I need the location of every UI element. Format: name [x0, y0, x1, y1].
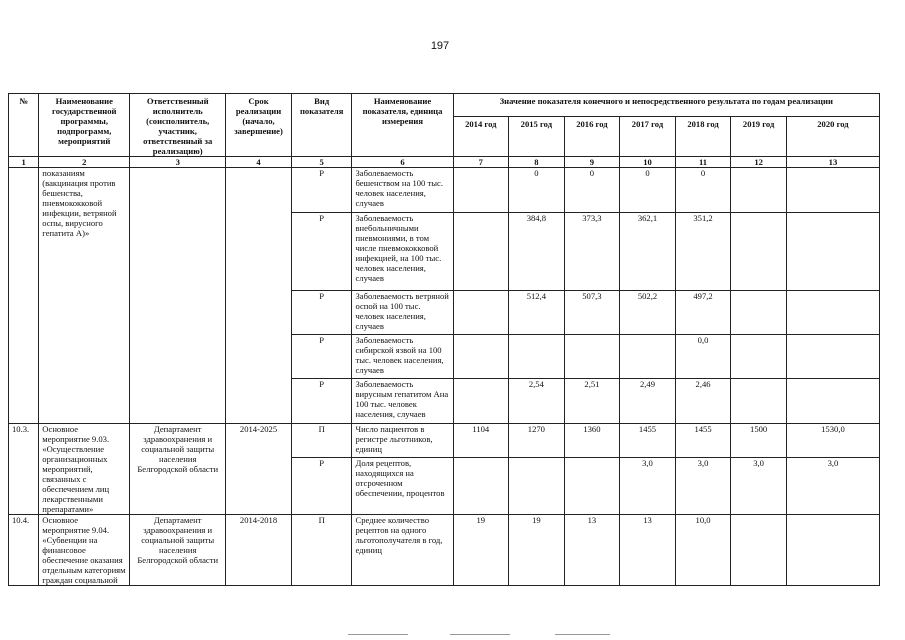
- header-num: №: [9, 94, 39, 157]
- cell-kind: Р: [291, 213, 352, 291]
- cell-value: [453, 458, 509, 515]
- cell-value: [786, 213, 879, 291]
- cell-kind: П: [291, 424, 352, 458]
- cell-value: [620, 335, 676, 379]
- cell-value: 13: [564, 515, 620, 586]
- column-number: 13: [786, 157, 879, 168]
- cell-executor: Департамент здравоохранения и социальной защиты населения Белгородской области: [130, 424, 226, 515]
- cell-value: 1270: [509, 424, 565, 458]
- cell-value: 507,3: [564, 291, 620, 335]
- cell-indicator: Среднее количество рецептов на одного льготополучателя в год, единиц: [352, 515, 453, 586]
- column-number: 9: [564, 157, 620, 168]
- cell-value: [731, 515, 787, 586]
- column-number: 2: [39, 157, 130, 168]
- column-number: 6: [352, 157, 453, 168]
- header-term: Срок реализации (начало, завершение): [226, 94, 292, 157]
- column-number: 12: [731, 157, 787, 168]
- cell-value: [731, 213, 787, 291]
- cell-kind: Р: [291, 291, 352, 335]
- column-number: 7: [453, 157, 509, 168]
- cell-name: показаниям (вакцинация против бешенства, пневмококковой инфекции, ветряной оспы, вирусного гепатита А)»: [39, 168, 130, 424]
- cell-num: 10.3.: [9, 424, 39, 515]
- cell-value: 1455: [675, 424, 731, 458]
- cell-value: 2,46: [675, 379, 731, 424]
- cell-value: [453, 335, 509, 379]
- cell-indicator: Число пациентов в регистре льготников, единиц: [352, 424, 453, 458]
- cell-value: 1360: [564, 424, 620, 458]
- cell-value: 0: [564, 168, 620, 213]
- cell-kind: П: [291, 515, 352, 586]
- cell-value: [564, 458, 620, 515]
- cell-value: 1530,0: [786, 424, 879, 458]
- cell-num: 10.4.: [9, 515, 39, 586]
- indicator-table: [8, 93, 880, 586]
- column-number: 4: [226, 157, 292, 168]
- cell-executor: Департамент здравоохранения и социальной защиты населения Белгородской области: [130, 515, 226, 586]
- cell-num: [9, 168, 39, 424]
- cell-value: 19: [509, 515, 565, 586]
- cell-value: [453, 379, 509, 424]
- cell-value: 13: [620, 515, 676, 586]
- cell-indicator: Доля рецептов, находящихся на отсроченном обеспечении, процентов: [352, 458, 453, 515]
- cell-value: 10,0: [675, 515, 731, 586]
- cell-value: 351,2: [675, 213, 731, 291]
- header-year: 2014 год: [453, 117, 509, 157]
- cell-indicator: Заболеваемость вирусным гепатитом Ана 100 тыс. человек населения, случаев: [352, 379, 453, 424]
- cell-value: 502,2: [620, 291, 676, 335]
- cell-term: [226, 168, 292, 424]
- column-number: 8: [509, 157, 565, 168]
- cell-value: [731, 379, 787, 424]
- column-number: 11: [675, 157, 731, 168]
- cell-value: [786, 335, 879, 379]
- cell-value: 0: [675, 168, 731, 213]
- cell-indicator: Заболеваемость сибирской язвой на 100 тыс. человек населения, случаев: [352, 335, 453, 379]
- header-year: 2020 год: [786, 117, 879, 157]
- header-year: 2017 год: [620, 117, 676, 157]
- table-row: [9, 515, 880, 586]
- header-year: 2018 год: [675, 117, 731, 157]
- cell-value: [731, 291, 787, 335]
- cell-value: [786, 291, 879, 335]
- header-values-group: Значение показателя конечного и непосредственного результата по годам реализации: [453, 94, 879, 117]
- header-indicator: Наименование показателя, единица измерения: [352, 94, 453, 157]
- cell-value: [509, 335, 565, 379]
- cell-value: [731, 168, 787, 213]
- cell-term: 2014-2025: [226, 424, 292, 515]
- cell-kind: Р: [291, 335, 352, 379]
- column-number: 3: [130, 157, 226, 168]
- cell-value: 3,0: [620, 458, 676, 515]
- cell-value: 2,54: [509, 379, 565, 424]
- header-executor: Ответственный исполнитель (соисполнитель, участник, ответственный за реализацию): [130, 94, 226, 157]
- header-year: 2016 год: [564, 117, 620, 157]
- cell-value: 1455: [620, 424, 676, 458]
- cell-value: 0: [509, 168, 565, 213]
- header-year: 2015 год: [509, 117, 565, 157]
- cell-value: 1500: [731, 424, 787, 458]
- cell-value: 384,8: [509, 213, 565, 291]
- cell-value: 2,51: [564, 379, 620, 424]
- cell-value: [731, 335, 787, 379]
- cell-indicator: Заболеваемость ветряной оспой на 100 тыс. человек населения, случаев: [352, 291, 453, 335]
- scan-artifact-line: [555, 634, 610, 635]
- header-year: 2019 год: [731, 117, 787, 157]
- cell-name: Основное мероприятие 9.04. «Субвенции на финансовое обеспечение оказания отдельным категориям граждан социальной: [39, 515, 130, 586]
- scan-artifact-line: [450, 634, 510, 635]
- column-number: 1: [9, 157, 39, 168]
- table-row: [9, 168, 880, 213]
- page-number: 197: [430, 40, 450, 52]
- cell-kind: Р: [291, 168, 352, 213]
- column-number: 10: [620, 157, 676, 168]
- cell-kind: Р: [291, 379, 352, 424]
- cell-value: [453, 213, 509, 291]
- cell-value: 362,1: [620, 213, 676, 291]
- cell-value: [786, 168, 879, 213]
- scan-artifact-line: [348, 634, 408, 635]
- header-row-1: [9, 94, 880, 117]
- cell-value: 373,3: [564, 213, 620, 291]
- cell-indicator: Заболеваемость бешенством на 100 тыс. человек населения, случаев: [352, 168, 453, 213]
- cell-value: 3,0: [786, 458, 879, 515]
- cell-value: 0,0: [675, 335, 731, 379]
- cell-value: 1104: [453, 424, 509, 458]
- cell-indicator: Заболеваемость внебольничными пневмониями, в том числе пневмококковой инфекцией, на 100 тыс. человек населения, случаев: [352, 213, 453, 291]
- cell-value: 19: [453, 515, 509, 586]
- cell-value: [509, 458, 565, 515]
- column-number-row: [9, 157, 880, 168]
- header-kind: Вид показателя: [291, 94, 352, 157]
- cell-value: [453, 168, 509, 213]
- table-row: [9, 424, 880, 458]
- cell-value: 497,2: [675, 291, 731, 335]
- cell-value: [453, 291, 509, 335]
- cell-name: Основное мероприятие 9.03. «Осуществление организационных мероприятий, связанных с обеспечением лиц лекарственными препаратами»: [39, 424, 130, 515]
- cell-value: [564, 335, 620, 379]
- header-name: Наименование государственной программы, подпрограмм, мероприятий: [39, 94, 130, 157]
- cell-value: 3,0: [675, 458, 731, 515]
- cell-value: 3,0: [731, 458, 787, 515]
- column-number: 5: [291, 157, 352, 168]
- cell-executor: [130, 168, 226, 424]
- cell-kind: Р: [291, 458, 352, 515]
- cell-term: 2014-2018: [226, 515, 292, 586]
- cell-value: [786, 379, 879, 424]
- cell-value: 0: [620, 168, 676, 213]
- cell-value: 2,49: [620, 379, 676, 424]
- cell-value: [786, 515, 879, 586]
- cell-value: 512,4: [509, 291, 565, 335]
